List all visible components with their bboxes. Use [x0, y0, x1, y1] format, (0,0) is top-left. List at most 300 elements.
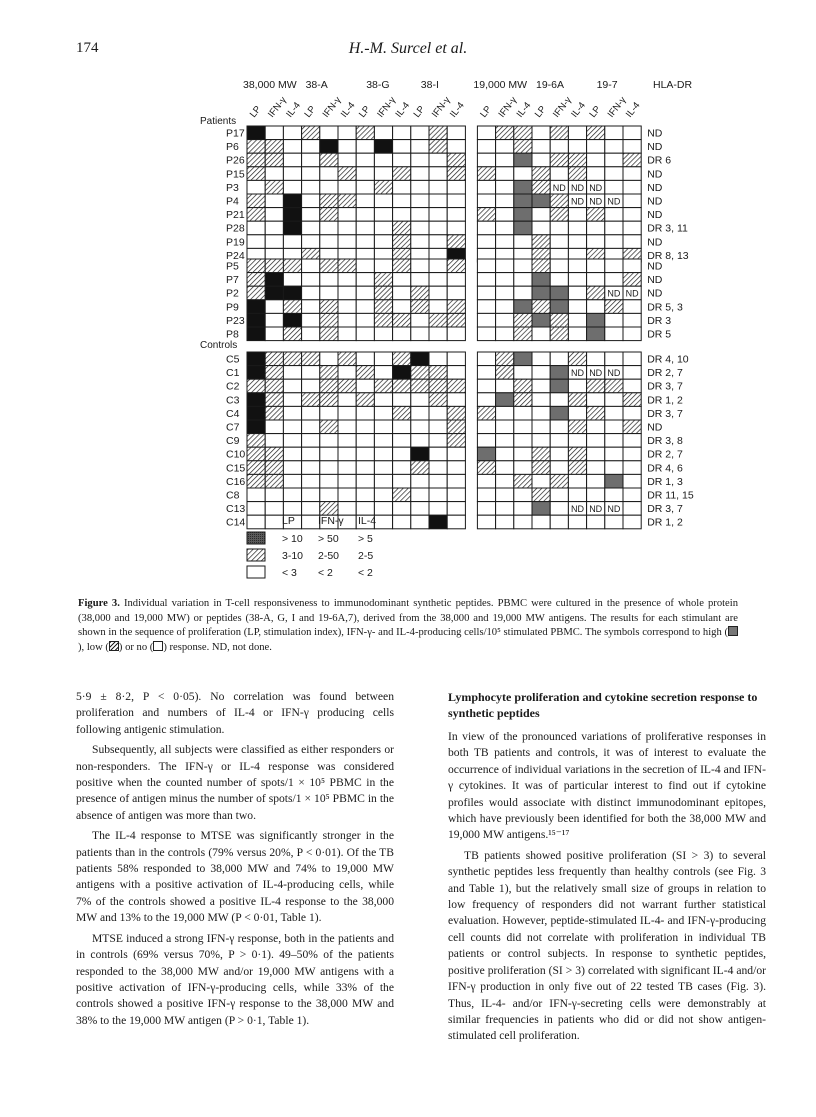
response-cell — [411, 406, 429, 420]
response-cell — [411, 461, 429, 475]
response-cell — [247, 286, 265, 300]
response-cell — [374, 488, 392, 502]
hla-dr-value: DR 11, 15 — [647, 489, 694, 502]
hla-dr-value: DR 3, 7 — [647, 380, 683, 393]
response-cell — [356, 406, 374, 420]
nd-cell-label: ND — [607, 196, 621, 207]
response-cell — [514, 434, 532, 448]
response-cell — [429, 379, 447, 393]
response-cell — [247, 379, 265, 393]
response-cell — [532, 126, 550, 140]
response-cell — [338, 420, 356, 434]
response-cell — [320, 379, 338, 393]
response-cell — [374, 273, 392, 287]
response-cell — [283, 126, 301, 140]
response-cell — [477, 313, 495, 327]
nd-cell-label: ND — [589, 504, 603, 515]
response-cell — [587, 352, 605, 366]
hla-dr-value: ND — [647, 195, 663, 208]
response-cell — [568, 420, 586, 434]
response-cell — [514, 488, 532, 502]
response-cell — [496, 167, 514, 181]
response-cell — [393, 502, 411, 516]
response-cell — [265, 286, 283, 300]
response-cell — [393, 194, 411, 208]
response-cell — [320, 259, 338, 273]
response-cell — [587, 300, 605, 314]
response-cell — [320, 352, 338, 366]
nd-cell-label: ND — [571, 504, 584, 515]
response-cell — [550, 140, 568, 154]
hla-dr-value: DR 3, 8 — [647, 435, 683, 448]
row-label: P19 — [226, 236, 245, 249]
response-cell — [338, 461, 356, 475]
response-cell — [393, 393, 411, 407]
hla-dr-value: ND — [647, 168, 663, 181]
row-label: C5 — [226, 353, 240, 366]
response-cell — [532, 221, 550, 235]
response-cell — [356, 286, 374, 300]
response-cell — [429, 153, 447, 167]
response-cell — [429, 313, 447, 327]
response-cell — [429, 406, 447, 420]
response-cell — [447, 461, 465, 475]
response-cell — [265, 461, 283, 475]
response-cell — [447, 153, 465, 167]
response-cell — [550, 208, 568, 222]
response-cell — [587, 474, 605, 488]
response-cell — [477, 515, 495, 529]
response-cell — [568, 126, 586, 140]
row-label: P6 — [226, 141, 239, 154]
response-cell — [514, 420, 532, 434]
response-cell — [623, 313, 641, 327]
column-header: IFN-γ — [496, 94, 520, 120]
response-cell — [356, 434, 374, 448]
response-cell — [411, 393, 429, 407]
response-cell — [477, 126, 495, 140]
response-cell — [356, 461, 374, 475]
response-cell — [302, 208, 320, 222]
response-cell — [623, 393, 641, 407]
response-cell — [496, 379, 514, 393]
legend-swatch-high — [247, 532, 265, 544]
row-label: C13 — [226, 503, 246, 516]
caption-text-4: ) response. ND, not done. — [163, 641, 272, 653]
response-cell — [514, 502, 532, 516]
response-cell — [393, 140, 411, 154]
response-cell — [320, 221, 338, 235]
response-cell — [496, 393, 514, 407]
response-cell — [587, 393, 605, 407]
response-cell — [283, 502, 301, 516]
response-cell — [393, 515, 411, 529]
response-cell — [568, 300, 586, 314]
column-header: LP — [356, 103, 373, 120]
response-cell — [302, 286, 320, 300]
response-cell — [429, 434, 447, 448]
response-cell — [447, 447, 465, 461]
response-cell — [302, 194, 320, 208]
response-cell — [247, 393, 265, 407]
response-cell — [393, 366, 411, 380]
response-cell — [429, 515, 447, 529]
response-cell — [393, 286, 411, 300]
column-header: IL-4 — [514, 100, 534, 120]
response-cell — [514, 447, 532, 461]
response-cell — [568, 208, 586, 222]
running-head: H.-M. Surcel et al. — [348, 40, 468, 57]
response-cell — [338, 273, 356, 287]
response-cell — [265, 393, 283, 407]
response-cell — [374, 502, 392, 516]
response-cell — [283, 379, 301, 393]
response-cell — [477, 300, 495, 314]
response-cell — [568, 488, 586, 502]
hla-dr-value: DR 2, 7 — [647, 448, 683, 461]
response-cell — [587, 286, 605, 300]
response-cell — [532, 327, 550, 341]
response-cell — [477, 208, 495, 222]
response-cell — [302, 502, 320, 516]
nd-cell-label: ND — [589, 182, 603, 193]
response-cell — [550, 235, 568, 249]
response-cell — [477, 180, 495, 194]
response-cell — [447, 208, 465, 222]
response-cell — [283, 447, 301, 461]
hla-dr-value: ND — [647, 274, 663, 287]
paragraph: 5·9 ± 8·2, P < 0·05). No correlation was found between proliferation and numbers of IL-4 or IFN-γ producing cells following antigenic stimulation. — [76, 690, 394, 736]
response-cell — [568, 235, 586, 249]
caption-text-2: ), low ( — [78, 641, 109, 653]
response-cell — [587, 327, 605, 341]
response-cell — [247, 153, 265, 167]
response-cell — [320, 208, 338, 222]
response-cell — [338, 300, 356, 314]
response-cell — [247, 180, 265, 194]
response-cell — [623, 327, 641, 341]
response-cell — [429, 221, 447, 235]
response-cell — [605, 235, 623, 249]
nd-cell-label: ND — [607, 504, 621, 515]
legend-header: IL-4 — [358, 515, 377, 527]
row-label: C10 — [226, 448, 246, 461]
response-cell — [374, 366, 392, 380]
response-cell — [587, 515, 605, 529]
response-cell — [496, 300, 514, 314]
response-cell — [477, 221, 495, 235]
response-cell — [477, 379, 495, 393]
response-cell — [623, 488, 641, 502]
response-cell — [429, 502, 447, 516]
response-cell — [247, 434, 265, 448]
column-header: LP — [587, 103, 604, 120]
response-cell — [477, 488, 495, 502]
response-cell — [374, 461, 392, 475]
response-cell — [374, 153, 392, 167]
response-cell — [496, 286, 514, 300]
response-cell — [568, 221, 586, 235]
hla-dr-value: DR 4, 10 — [647, 353, 689, 366]
response-cell — [623, 259, 641, 273]
response-cell — [247, 235, 265, 249]
response-cell — [550, 420, 568, 434]
response-cell — [550, 515, 568, 529]
legend-value: > 10 — [282, 533, 303, 545]
response-cell — [550, 461, 568, 475]
response-cell — [265, 300, 283, 314]
section-heading: Lymphocyte proliferation and cytokine secretion response to synthetic peptides — [448, 690, 758, 720]
response-cell — [265, 259, 283, 273]
column-header: IL-4 — [393, 100, 413, 120]
column-header: LP — [478, 103, 495, 120]
response-cell — [496, 352, 514, 366]
response-cell — [247, 327, 265, 341]
column-header: IL-4 — [447, 100, 467, 120]
column-header: IFN-γ — [605, 94, 629, 120]
right-column — [448, 689, 766, 1049]
response-cell — [393, 352, 411, 366]
response-cell — [320, 461, 338, 475]
response-cell — [550, 502, 568, 516]
nd-cell-label: ND — [607, 288, 621, 299]
response-cell — [532, 352, 550, 366]
response-cell — [338, 153, 356, 167]
response-cell — [532, 434, 550, 448]
response-cell — [393, 167, 411, 181]
response-cell — [283, 434, 301, 448]
response-cell — [247, 474, 265, 488]
response-cell — [338, 126, 356, 140]
response-cell — [477, 434, 495, 448]
response-cell — [550, 273, 568, 287]
response-cell — [477, 366, 495, 380]
response-cell — [605, 406, 623, 420]
response-cell — [338, 221, 356, 235]
response-cell — [623, 300, 641, 314]
response-cell — [587, 313, 605, 327]
response-cell — [477, 167, 495, 181]
response-cell — [247, 502, 265, 516]
response-cell — [477, 352, 495, 366]
response-cell — [587, 259, 605, 273]
response-cell — [265, 474, 283, 488]
response-cell — [247, 515, 265, 529]
legend-value: 3-10 — [282, 550, 304, 562]
response-cell — [550, 221, 568, 235]
response-cell — [514, 273, 532, 287]
response-cell — [623, 167, 641, 181]
response-cell — [338, 194, 356, 208]
row-label: C14 — [226, 516, 246, 529]
response-cell — [247, 461, 265, 475]
response-cell — [532, 167, 550, 181]
row-label: P7 — [226, 274, 239, 287]
response-cell — [623, 352, 641, 366]
response-cell — [302, 153, 320, 167]
response-cell — [623, 379, 641, 393]
response-cell — [283, 273, 301, 287]
response-cell — [338, 140, 356, 154]
row-label: C8 — [226, 489, 240, 502]
response-cell — [514, 126, 532, 140]
response-cell — [374, 352, 392, 366]
response-cell — [338, 180, 356, 194]
response-cell — [477, 502, 495, 516]
response-cell — [587, 434, 605, 448]
row-label: C16 — [226, 475, 246, 488]
response-cell — [265, 273, 283, 287]
legend-value: < 2 — [318, 567, 333, 579]
response-cell — [411, 313, 429, 327]
response-cell — [605, 420, 623, 434]
column-header: IFN-γ — [429, 94, 453, 120]
response-cell — [393, 447, 411, 461]
response-cell — [550, 327, 568, 341]
response-cell — [477, 406, 495, 420]
response-cell — [496, 180, 514, 194]
nd-cell-label: ND — [552, 182, 566, 193]
response-cell — [374, 208, 392, 222]
response-cell — [447, 126, 465, 140]
response-cell — [411, 194, 429, 208]
response-cell — [338, 327, 356, 341]
response-cell — [393, 259, 411, 273]
response-cell — [247, 300, 265, 314]
response-cell — [587, 126, 605, 140]
response-cell — [623, 126, 641, 140]
response-cell — [514, 194, 532, 208]
response-cell — [393, 461, 411, 475]
response-cell — [496, 366, 514, 380]
response-cell — [496, 502, 514, 516]
response-cell — [265, 153, 283, 167]
response-cell — [496, 515, 514, 529]
response-cell — [265, 379, 283, 393]
response-cell — [393, 221, 411, 235]
row-label: P2 — [226, 287, 239, 300]
response-cell — [605, 167, 623, 181]
response-cell — [477, 461, 495, 475]
column-header: LP — [411, 103, 428, 120]
response-cell — [302, 167, 320, 181]
response-cell — [283, 235, 301, 249]
response-cell — [587, 447, 605, 461]
response-cell — [514, 379, 532, 393]
group-label: 19-6A — [536, 79, 565, 91]
response-cell — [514, 352, 532, 366]
response-cell — [247, 420, 265, 434]
response-cell — [265, 235, 283, 249]
response-cell — [568, 167, 586, 181]
response-cell — [477, 474, 495, 488]
response-cell — [447, 140, 465, 154]
paragraph: Subsequently, all subjects were classified as either responders or non-responders. The IFN-γ or IL-4 response was considered positive when the counted number of spots/1 × 10⁵ PBMC in the presence of antigen minus the number of spots/1 × 10⁵ PBMC in the absence of antigen was more than two. — [76, 743, 394, 822]
response-cell — [568, 393, 586, 407]
response-cell — [265, 221, 283, 235]
legend-swatch-low — [247, 549, 265, 561]
response-cell — [477, 194, 495, 208]
group-label: 38-I — [420, 79, 439, 91]
response-cell — [429, 208, 447, 222]
response-cell — [447, 352, 465, 366]
response-cell — [605, 313, 623, 327]
response-cell — [374, 406, 392, 420]
response-cell — [247, 488, 265, 502]
column-header: LP — [302, 103, 319, 120]
hla-dr-value: DR 1, 2 — [647, 516, 683, 529]
response-cell — [265, 167, 283, 181]
response-cell — [568, 327, 586, 341]
response-cell — [568, 461, 586, 475]
response-cell — [393, 406, 411, 420]
low-response-symbol-icon — [109, 641, 119, 651]
response-cell — [447, 273, 465, 287]
response-cell — [302, 379, 320, 393]
response-cell — [356, 313, 374, 327]
response-cell — [283, 286, 301, 300]
response-cell — [514, 167, 532, 181]
response-cell — [338, 167, 356, 181]
group-label: 38-A — [305, 79, 328, 91]
response-cell — [411, 235, 429, 249]
response-cell — [605, 126, 623, 140]
response-cell — [320, 327, 338, 341]
response-cell — [623, 221, 641, 235]
response-cell — [320, 153, 338, 167]
response-cell — [550, 286, 568, 300]
response-cell — [532, 235, 550, 249]
response-cell — [302, 488, 320, 502]
response-cell — [338, 502, 356, 516]
response-cell — [374, 327, 392, 341]
response-cell — [338, 447, 356, 461]
response-cell — [429, 488, 447, 502]
response-cell — [356, 221, 374, 235]
response-cell — [550, 393, 568, 407]
response-cell — [429, 126, 447, 140]
legend-header: LP — [282, 515, 295, 527]
caption-text-3: ) or no ( — [118, 641, 154, 653]
response-cell — [374, 126, 392, 140]
response-cell — [605, 434, 623, 448]
response-cell — [265, 434, 283, 448]
response-cell — [550, 352, 568, 366]
response-cell — [496, 488, 514, 502]
response-cell — [320, 488, 338, 502]
response-cell — [356, 420, 374, 434]
response-cell — [623, 461, 641, 475]
row-label: P28 — [226, 222, 245, 235]
response-cell — [447, 286, 465, 300]
response-cell — [283, 327, 301, 341]
response-cell — [283, 259, 301, 273]
response-cell — [356, 502, 374, 516]
response-cell — [550, 488, 568, 502]
response-cell — [568, 313, 586, 327]
response-cell — [374, 313, 392, 327]
response-cell — [429, 167, 447, 181]
hla-dr-value: DR 8, 13 — [647, 249, 689, 262]
row-label: P17 — [226, 127, 245, 140]
response-cell — [447, 434, 465, 448]
response-cell — [265, 502, 283, 516]
response-cell — [411, 221, 429, 235]
response-cell — [356, 126, 374, 140]
response-cell — [568, 515, 586, 529]
response-cell — [496, 313, 514, 327]
response-cell — [302, 235, 320, 249]
